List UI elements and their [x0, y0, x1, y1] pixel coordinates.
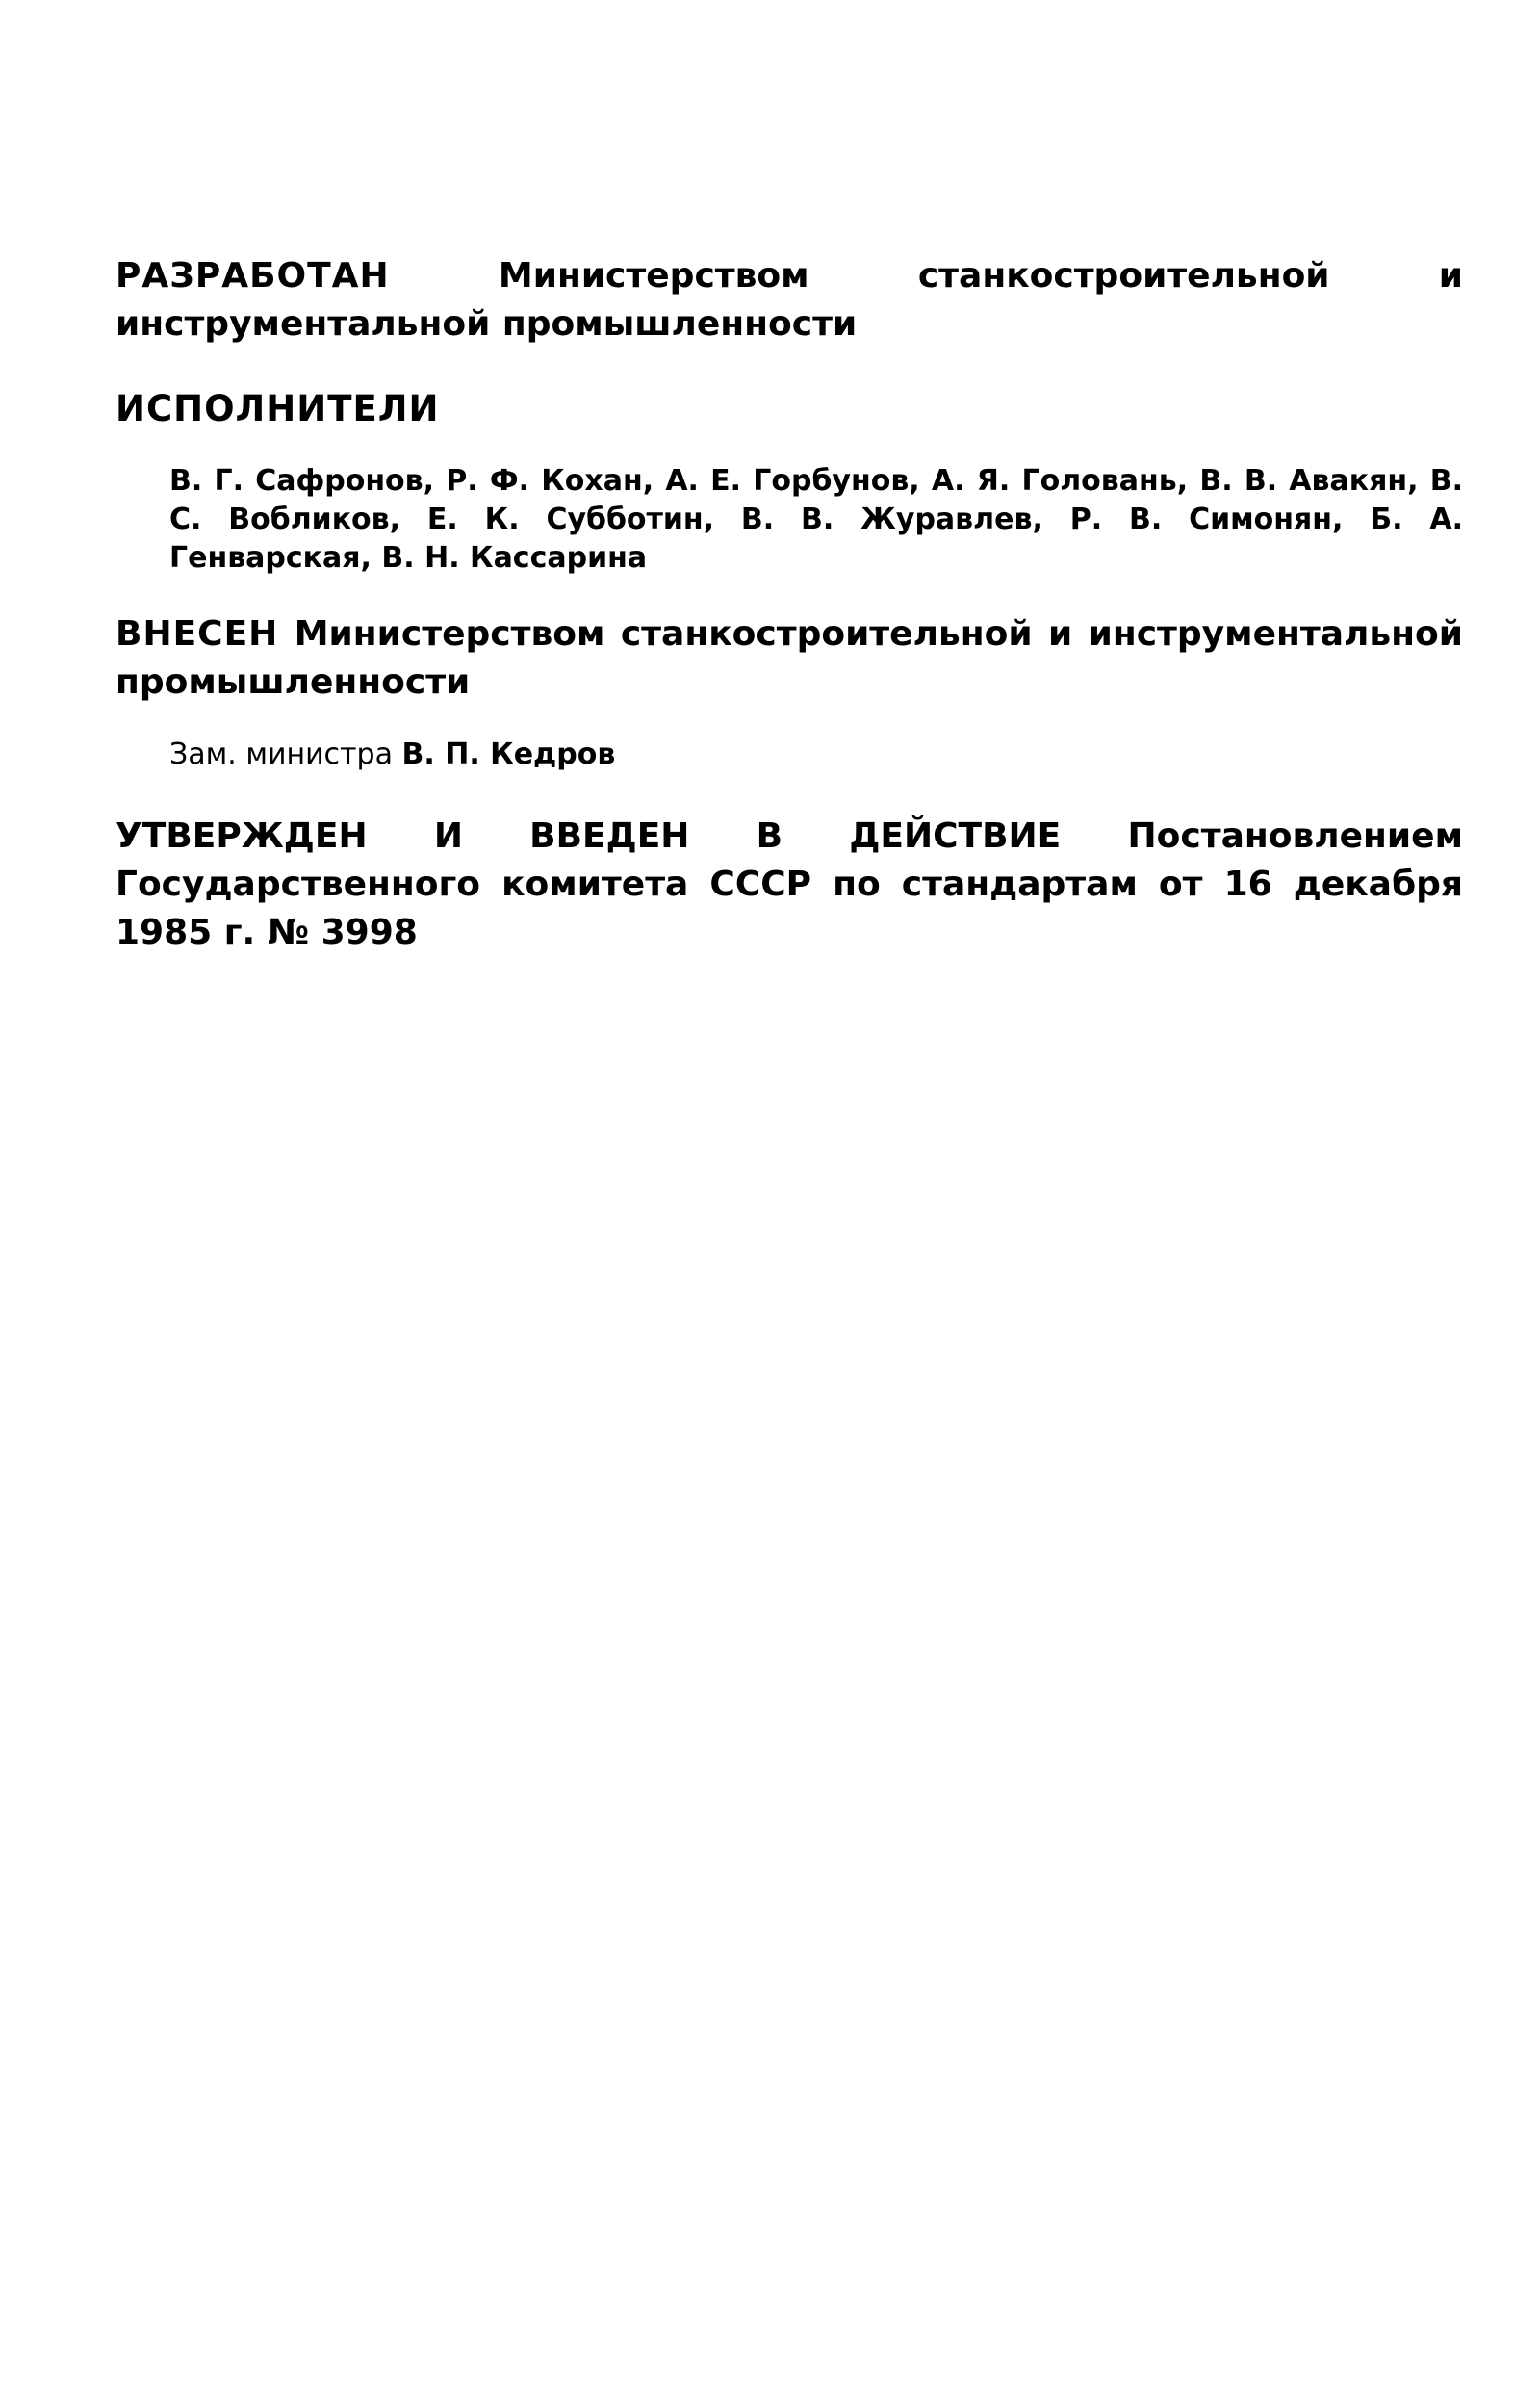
deputy-name: В. П. Кедров: [401, 738, 616, 771]
approved-paragraph: [116, 813, 1463, 957]
introduced-text: Министерством станкостроительной и инструментальной промышленности: [116, 614, 1463, 702]
executors-list: В. Г. Сафронов, Р. Ф. Кохан, А. Е. Горбунов, А. Я. Головань, В. В. Авакян, В. С. Вобликов, Е. К. Субботин, В. В. Журавлев, Р. В. Симонян, Б. А. Генварская, В. Н. Кассарина: [169, 464, 1463, 575]
introduced-paragraph: [116, 610, 1463, 707]
approved-text: Постановлением Государственного комитета СССР по стандартам от 16 декабря 1985 г. № 3998: [116, 816, 1463, 952]
introduced-label: ВНЕСЕН: [116, 614, 279, 654]
deputy-minister-line: [169, 736, 1463, 774]
document-page: [116, 252, 1463, 957]
developed-paragraph: [116, 252, 1463, 349]
executors-heading: ИСПОЛНИТЕЛИ: [116, 388, 440, 429]
approved-label: УТВЕРЖДЕН И ВВЕДЕН В ДЕЙСТВИЕ: [116, 816, 1062, 856]
developed-text: Министерством станкостроительной и инструментальной промышленности: [116, 256, 1463, 344]
deputy-role: Зам. министра: [169, 738, 393, 771]
developed-label: РАЗРАБОТАН: [116, 256, 390, 296]
